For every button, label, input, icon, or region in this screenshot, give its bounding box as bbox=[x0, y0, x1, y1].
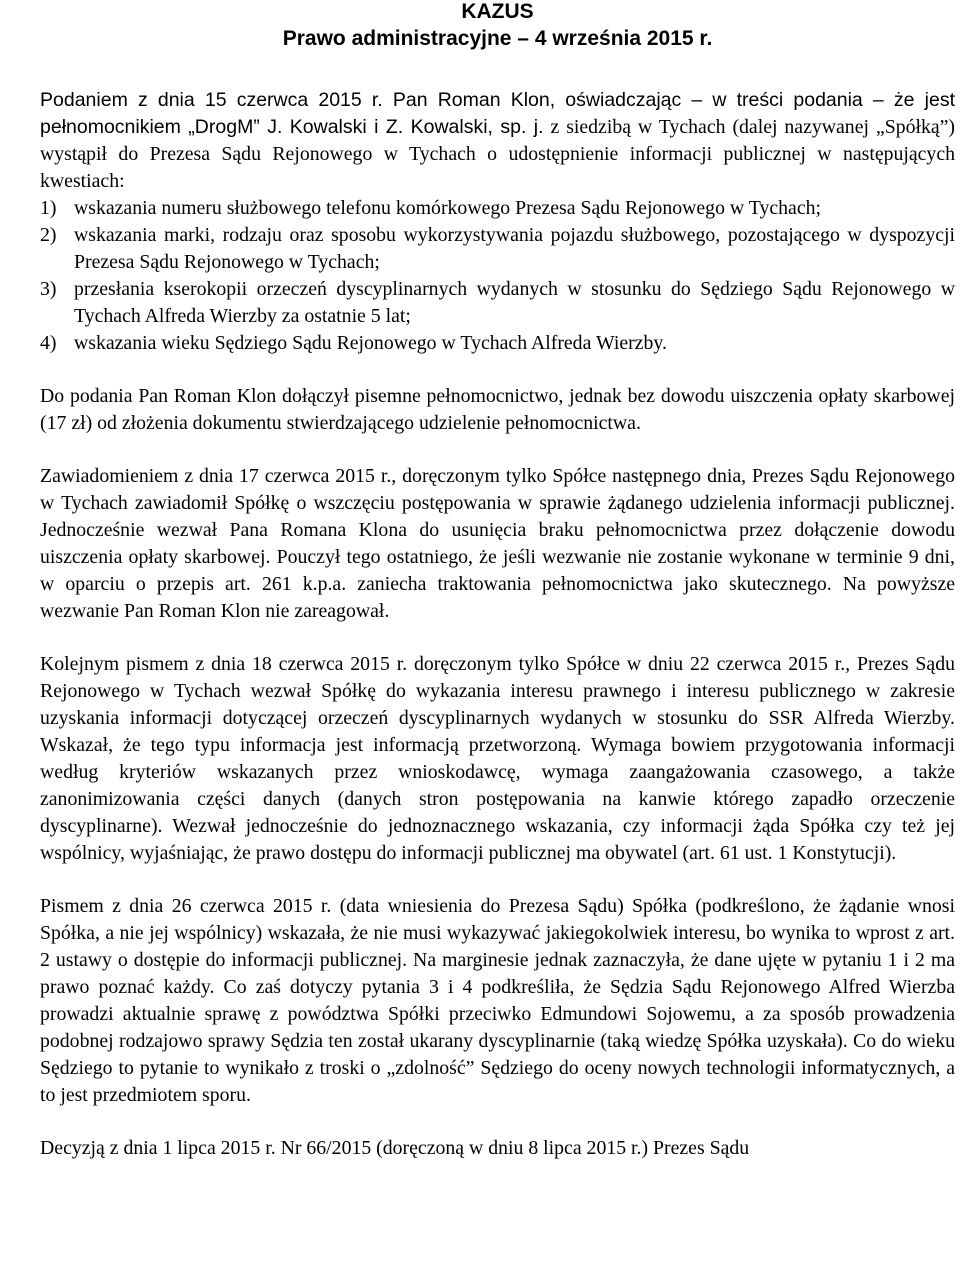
intro-line-1: Podaniem z dnia 15 czerwca 2015 r. Pan Roman Klon, oświadczając – w treści podania – że jest bbox=[40, 89, 955, 111]
list-item-text: wskazania wieku Sędziego Sądu Rejonowego w Tychach Alfreda Wierzby. bbox=[74, 332, 667, 354]
document-title: KAZUS bbox=[461, 0, 534, 23]
paragraph-notification: Zawiadomieniem z dnia 17 czerwca 2015 r., doręczonym tylko Spółce następnego dnia, Prezes Sądu Rejonowego w Tychach zawiadomił Spółkę o wszczęciu postępowania w sprawie żądanego udzielenia informacji publicznej. Jednocześnie wezwał Pana Romana Klona do usunięcia braku pełnomocnictwa przez dołączenie dowodu uiszczenia opłaty skarbowej. Pouczył tego ostatniego, że jeśli wezwanie nie zostanie wykonane w terminie 9 dni, w oparciu o przepis art. 261 k.p.a. zaniecha traktowania pełnomocnictwa jako skutecznego. Na powyższe wezwanie Pan Roman Klon nie zareagował. bbox=[40, 465, 955, 622]
intro-paragraph bbox=[40, 87, 955, 195]
list-item bbox=[40, 276, 955, 330]
list-item-number: 3) bbox=[40, 278, 57, 300]
list-item-number: 2) bbox=[40, 224, 57, 246]
intro-request-text: z siedzibą w Tychach (dalej nazywanej „Spółką”) wystąpił do Prezesa Sądu Rejonowego w Tychach o udostępnienie informacji publicznej w następujących kwestiach: bbox=[40, 116, 956, 192]
paragraph-power-of-attorney: Do podania Pan Roman Klon dołączył pisemne pełnomocnictwo, jednak bez dowodu uiszczenia opłaty skarbowej (17 zł) od złożenia dokumentu stwierdzającego udzielenie pełnomocnictwa. bbox=[40, 385, 955, 434]
document-subtitle: Prawo administracyjne – 4 września 2015 r. bbox=[282, 27, 713, 50]
list-item bbox=[40, 222, 955, 276]
list-item-number: 4) bbox=[40, 332, 57, 354]
request-list bbox=[40, 195, 955, 357]
list-item-number: 1) bbox=[40, 197, 57, 219]
list-item-text: wskazania marki, rodzaju oraz sposobu wykorzystywania pojazdu służbowego, pozostającego w dyspozycji Prezesa Sądu Rejonowego w Tychach; bbox=[74, 224, 955, 273]
document-page bbox=[40, 0, 955, 1162]
paragraph-company-response: Pismem z dnia 26 czerwca 2015 r. (data wniesienia do Prezesa Sądu) Spółka (podkreślono, że żądanie wnosi Spółka, a nie jej wspólnicy) wskazała, że nie musi wykazywać jakiegokolwiek interesu, bo wynika to wprost z art. 2 ustawy o dostępie do informacji publicznej. Na marginesie jednak zaznaczyła, że dane ujęte w pytaniu 1 i 2 ma prawo poznać każdy. Co zaś dotyczy pytania 3 i 4 podkreśliła, że Sędzia Sądu Rejonowego Alfred Wierzba prowadzi aktualnie sprawę z powództwa Spółki przeciwko Edmundowi Sojowemu, a za sposób prowadzenia podobnej rodzajowo sprawy Sędzia ten został ukarany dyscyplinarnie (taką wiedzę Spółka uzyskała). Co do wieku Sędziego to pytanie to wynikało z troski o „zdolność” Sędziego do oceny nowych technologii informatycznych, a to jest przedmiotem sporu. bbox=[40, 895, 955, 1106]
intro-applicant-text: pełnomocnikiem „DrogM” J. Kowalski i Z. Kowalski, sp. j. bbox=[40, 116, 544, 138]
list-item bbox=[40, 330, 955, 357]
list-item bbox=[40, 195, 955, 222]
list-item-text: wskazania numeru służbowego telefonu komórkowego Prezesa Sądu Rejonowego w Tychach; bbox=[74, 197, 821, 219]
list-item-text: przesłania kserokopii orzeczeń dyscyplinarnych wydanych w stosunku do Sędziego Sądu Rejonowego w Tychach Alfreda Wierzby za ostatnie 5 lat; bbox=[74, 278, 955, 327]
intro-line-2 bbox=[40, 114, 955, 195]
paragraph-summons: Kolejnym pismem z dnia 18 czerwca 2015 r. doręczonym tylko Spółce w dniu 22 czerwca 2015 r., Prezes Sądu Rejonowego w Tychach wezwał Spółkę do wykazania interesu prawnego i interesu publicznego w zakresie uzyskania informacji dotyczącej orzeczeń dyscyplinarnych wydanych w stosunku do SSR Alfreda Wierzby. Wskazał, że tego typu informacja jest informacją przetworzoną. Wymaga bowiem przygotowania informacji według kryteriów wskazanych przez wnioskodawcę, wymaga zaangażowania czasowego, a także zanonimizowania części danych (danych stron postępowania na kanwie którego zapadło orzeczenie dyscyplinarne). Wezwał jednocześnie do jednoznacznego wskazania, czy informacji żąda Spółka czy też jej wspólnicy, wyjaśniając, że prawo dostępu do informacji publicznej ma obywatel (art. 61 ust. 1 Konstytucji). bbox=[40, 653, 955, 864]
paragraph-decision: Decyzją z dnia 1 lipca 2015 r. Nr 66/2015 (doręczoną w dniu 8 lipca 2015 r.) Prezes Sądu bbox=[40, 1137, 750, 1159]
